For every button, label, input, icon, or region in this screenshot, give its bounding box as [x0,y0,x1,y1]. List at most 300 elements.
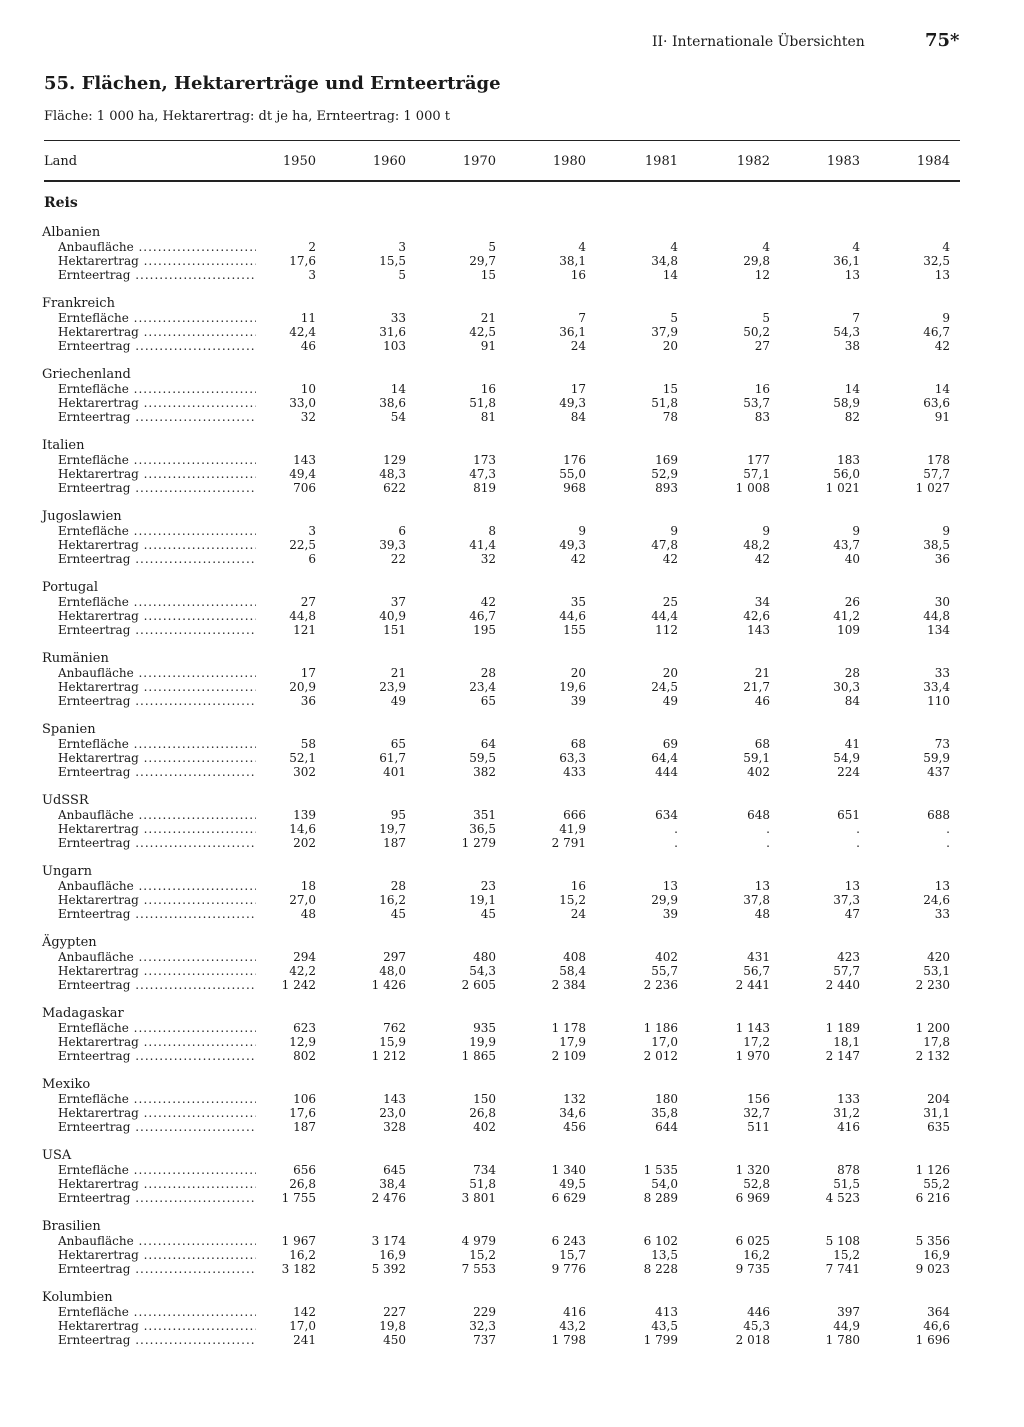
table-cell: 14 [390,382,406,396]
table-cell: 46 [300,339,316,353]
table-cell: 968 [563,481,586,495]
table-cell: 156 [747,1092,770,1106]
table-cell: 34,8 [651,254,678,268]
table-cell: 397 [837,1305,860,1319]
table-cell: 151 [383,623,406,637]
metric-label: Ernteertrag ..... [58,552,256,566]
table-row [0,1021,1024,1035]
table-row [0,751,1024,765]
country-block [0,510,1024,581]
table-cell: 15,5 [379,254,406,268]
table-cell: 1 126 [915,1163,950,1177]
table-row [0,765,1024,779]
table-cell: 45,3 [743,1319,770,1333]
country-name: Albanien [42,225,101,240]
table-row [0,694,1024,708]
table-cell: 1 189 [825,1021,860,1035]
table-cell: 49,5 [559,1177,586,1191]
table-cell: 20 [662,666,678,680]
table-cell: 47,3 [469,467,496,481]
table-cell: 2 236 [643,978,678,992]
table-cell: 2 476 [371,1191,406,1205]
table-cell: 17,9 [559,1035,586,1049]
table-row [0,552,1024,566]
table-cell: 56,0 [833,467,860,481]
table-cell: 19,7 [379,822,406,836]
table-cell: . [674,822,678,836]
table-row [0,481,1024,495]
table-cell: 37,9 [651,325,678,339]
table-cell: 402 [747,765,770,779]
table-cell: 644 [655,1120,678,1134]
metric-label: Erntefläche ..... [58,1305,256,1319]
table-cell: 68 [754,737,770,751]
table-cell: 878 [837,1163,860,1177]
table-cell: 762 [383,1021,406,1035]
table-cell: 180 [655,1092,678,1106]
table-cell: 91 [480,339,496,353]
table-row [0,467,1024,481]
table-cell: 36,1 [833,254,860,268]
table-cell: 36 [300,694,316,708]
table-cell: 109 [837,623,860,637]
table-cell: 16 [754,382,770,396]
table-row [0,595,1024,609]
table-cell: 22 [390,552,406,566]
table-cell: 431 [747,950,770,964]
country-name: Frankreich [42,296,115,311]
table-cell: 39 [570,694,586,708]
table-cell: 227 [383,1305,406,1319]
table-cell: 2 605 [461,978,496,992]
table-cell: 28 [844,666,860,680]
table-cell: 6 [398,524,406,538]
table-cell: 36 [934,552,950,566]
table-cell: 37,8 [743,893,770,907]
table-cell: 64 [480,737,496,751]
table-cell: . [674,836,678,850]
table-cell: 28 [480,666,496,680]
table-cell: 150 [473,1092,496,1106]
country-block [0,368,1024,439]
table-cell: 132 [563,1092,586,1106]
table-cell: 3 174 [371,1234,406,1248]
country-block [0,439,1024,510]
table-cell: 45 [480,907,496,921]
metric-label: Ernteertrag ..... [58,765,256,779]
table-cell: 893 [655,481,678,495]
table-cell: 1 200 [915,1021,950,1035]
table-cell: 204 [927,1092,950,1106]
table-cell: 32,3 [469,1319,496,1333]
land-column-header: Land [44,154,78,169]
table-cell: 14 [662,268,678,282]
table-cell: 2 [308,240,316,254]
table-cell: 31,1 [923,1106,950,1120]
table-cell: 51,8 [469,396,496,410]
table-cell: 32,7 [743,1106,770,1120]
table-cell: 229 [473,1305,496,1319]
table-cell: 302 [293,765,316,779]
metric-label: Erntefläche ..... [58,1021,256,1035]
table-row [0,1248,1024,1262]
metric-label: Hektarertrag ..... [58,893,256,907]
table-cell: 13 [934,879,950,893]
table-row [0,1049,1024,1063]
table-cell: 22,5 [289,538,316,552]
table-header-rule [44,180,960,182]
table-cell: 33,4 [923,680,950,694]
table-cell: 8 [488,524,496,538]
table-cell: 6 216 [915,1191,950,1205]
table-cell: 24,5 [651,680,678,694]
country-block [0,1291,1024,1362]
table-row [0,609,1024,623]
table-cell: 54,3 [833,325,860,339]
table-cell: . [946,836,950,850]
table-cell: 30,3 [833,680,860,694]
table-cell: 46,6 [923,1319,950,1333]
table-cell: 49,4 [289,467,316,481]
table-cell: 177 [747,453,770,467]
table-cell: 21 [754,666,770,680]
table-cell: 17,0 [651,1035,678,1049]
metric-label: Erntefläche ..... [58,1092,256,1106]
table-cell: 402 [655,950,678,964]
table-cell: 69 [662,737,678,751]
table-cell: 24 [570,339,586,353]
metric-label: Ernteertrag ..... [58,1049,256,1063]
metric-label: Ernteertrag ..... [58,268,256,282]
table-cell: 1 696 [915,1333,950,1347]
table-cell: 47,8 [651,538,678,552]
table-cell: . [856,822,860,836]
country-block [0,226,1024,297]
table-cell: 42 [662,552,678,566]
table-cell: 57,7 [923,467,950,481]
table-cell: 1 340 [551,1163,586,1177]
table-cell: 7 553 [461,1262,496,1276]
table-cell: 6 629 [551,1191,586,1205]
metric-label: Hektarertrag ..... [58,396,256,410]
metric-label: Hektarertrag ..... [58,1319,256,1333]
table-cell: 81 [480,410,496,424]
table-cell: 224 [837,765,860,779]
table-cell: 23,0 [379,1106,406,1120]
table-row [0,396,1024,410]
table-cell: 48,3 [379,467,406,481]
year-header: 1981 [644,154,678,169]
country-name: Ungarn [42,864,92,879]
table-row [0,1177,1024,1191]
table-cell: 35,8 [651,1106,678,1120]
country-name: Madagaskar [42,1006,124,1021]
table-cell: 38,5 [923,538,950,552]
table-cell: 13 [844,879,860,893]
table-cell: 139 [293,808,316,822]
table-cell: 44,8 [289,609,316,623]
metric-label: Hektarertrag ..... [58,1177,256,1191]
table-cell: 9 [942,524,950,538]
table-cell: 19,9 [469,1035,496,1049]
table-row [0,1035,1024,1049]
table-cell: 41,4 [469,538,496,552]
table-cell: 1 186 [643,1021,678,1035]
table-row [0,978,1024,992]
table-cell: 49,3 [559,538,586,552]
metric-label: Hektarertrag ..... [58,609,256,623]
table-cell: 53,1 [923,964,950,978]
metric-label: Hektarertrag ..... [58,1248,256,1262]
table-cell: 1 143 [735,1021,770,1035]
table-cell: 4 979 [461,1234,496,1248]
metric-label: Erntefläche ..... [58,524,256,538]
table-cell: 41 [844,737,860,751]
table-top-rule [44,140,960,141]
country-name: Italien [42,438,85,453]
table-cell: 9 [942,311,950,325]
country-name: Jugoslawien [42,509,122,524]
metric-label: Anbaufläche ..... [58,950,256,964]
metric-label: Ernteertrag ..... [58,1333,256,1347]
country-block [0,794,1024,865]
table-cell: 33 [390,311,406,325]
table-cell: 446 [747,1305,770,1319]
year-header: 1982 [736,154,770,169]
table-cell: 32,5 [923,254,950,268]
table-cell: 48 [754,907,770,921]
table-cell: 51,5 [833,1177,860,1191]
table-cell: 23,4 [469,680,496,694]
table-cell: 15,9 [379,1035,406,1049]
metric-label: Hektarertrag ..... [58,254,256,268]
table-cell: 9 023 [915,1262,950,1276]
table-cell: 21 [480,311,496,325]
table-cell: 21 [390,666,406,680]
table-cell: 50,2 [743,325,770,339]
table-cell: 328 [383,1120,406,1134]
table-cell: 734 [473,1163,496,1177]
metric-label: Hektarertrag ..... [58,325,256,339]
table-cell: 1 535 [643,1163,678,1177]
table-cell: 20,9 [289,680,316,694]
table-row [0,453,1024,467]
table-cell: 413 [655,1305,678,1319]
table-cell: 18 [300,879,316,893]
table-cell: 19,6 [559,680,586,694]
table-cell: 16 [480,382,496,396]
table-cell: 112 [655,623,678,637]
country-block [0,1149,1024,1220]
metric-label: Hektarertrag ..... [58,680,256,694]
table-cell: 34 [754,595,770,609]
table-cell: 143 [293,453,316,467]
table-cell: 59,5 [469,751,496,765]
table-cell: 2 147 [825,1049,860,1063]
table-cell: 38,1 [559,254,586,268]
table-cell: 44,9 [833,1319,860,1333]
table-cell: 45 [390,907,406,921]
table-cell: 12,9 [289,1035,316,1049]
table-title: 55. Flächen, Hektarerträge und Ernteerträge [44,73,501,94]
table-cell: 42,4 [289,325,316,339]
table-cell: 42,6 [743,609,770,623]
table-cell: 19,1 [469,893,496,907]
table-cell: 42 [570,552,586,566]
table-cell: 437 [927,765,950,779]
table-cell: 63,6 [923,396,950,410]
table-cell: 29,8 [743,254,770,268]
table-cell: 2 384 [551,978,586,992]
table-cell: 3 182 [281,1262,316,1276]
table-cell: 27 [300,595,316,609]
table-cell: 4 [762,240,770,254]
table-cell: 622 [383,481,406,495]
table-row [0,1319,1024,1333]
table-cell: 33 [934,907,950,921]
metric-label: Ernteertrag ..... [58,907,256,921]
table-cell: 178 [927,453,950,467]
table-cell: 10 [300,382,316,396]
table-cell: 706 [293,481,316,495]
table-cell: 23,9 [379,680,406,694]
table-cell: 44,4 [651,609,678,623]
table-cell: 133 [837,1092,860,1106]
table-cell: 129 [383,453,406,467]
table-cell: 13 [662,879,678,893]
table-cell: 666 [563,808,586,822]
table-cell: 1 178 [551,1021,586,1035]
table-row [0,623,1024,637]
metric-label: Anbaufläche ..... [58,240,256,254]
table-cell: . [766,836,770,850]
table-cell: 38 [844,339,860,353]
table-row [0,964,1024,978]
metric-label: Anbaufläche ..... [58,1234,256,1248]
table-cell: 7 741 [825,1262,860,1276]
table-cell: 4 523 [825,1191,860,1205]
table-cell: 16 [570,879,586,893]
table-row [0,666,1024,680]
table-cell: 103 [383,339,406,353]
country-table-body [0,226,1024,1362]
table-cell: 40 [844,552,860,566]
year-header: 1980 [552,154,586,169]
table-row [0,410,1024,424]
table-row [0,1106,1024,1120]
table-cell: 37,3 [833,893,860,907]
table-cell: 68 [570,737,586,751]
table-cell: 169 [655,453,678,467]
table-cell: 3 [398,240,406,254]
metric-label: Erntefläche ..... [58,311,256,325]
metric-label: Hektarertrag ..... [58,467,256,481]
country-block [0,865,1024,936]
table-cell: 1 027 [915,481,950,495]
table-cell: 43,2 [559,1319,586,1333]
table-cell: 1 320 [735,1163,770,1177]
table-row [0,836,1024,850]
table-cell: 15,2 [469,1248,496,1262]
table-cell: 1 212 [371,1049,406,1063]
table-cell: 16,2 [743,1248,770,1262]
table-cell: 382 [473,765,496,779]
metric-label: Anbaufläche ..... [58,666,256,680]
table-cell: 623 [293,1021,316,1035]
table-cell: 1 426 [371,978,406,992]
table-cell: 65 [480,694,496,708]
metric-label: Ernteertrag ..... [58,1120,256,1134]
table-cell: 2 018 [735,1333,770,1347]
table-cell: 17,0 [289,1319,316,1333]
table-cell: 5 108 [825,1234,860,1248]
table-cell: 52,1 [289,751,316,765]
table-cell: 27 [754,339,770,353]
table-cell: 21,7 [743,680,770,694]
year-header: 1960 [372,154,406,169]
table-cell: 82 [844,410,860,424]
table-cell: 173 [473,453,496,467]
table-cell: 351 [473,808,496,822]
table-cell: 17,2 [743,1035,770,1049]
table-cell: 84 [844,694,860,708]
table-cell: 195 [473,623,496,637]
table-cell: 34,6 [559,1106,586,1120]
table-cell: 819 [473,481,496,495]
table-cell: 1 755 [281,1191,316,1205]
table-cell: 61,7 [379,751,406,765]
table-cell: 24,6 [923,893,950,907]
table-cell: 73 [934,737,950,751]
table-cell: 57,1 [743,467,770,481]
table-cell: 83 [754,410,770,424]
table-cell: 47 [844,907,860,921]
table-cell: 401 [383,765,406,779]
table-cell: 2 109 [551,1049,586,1063]
table-cell: 42,5 [469,325,496,339]
table-cell: 18,1 [833,1035,860,1049]
table-cell: 35 [570,595,586,609]
table-cell: 84 [570,410,586,424]
table-cell: 456 [563,1120,586,1134]
table-cell: 7 [852,311,860,325]
country-name: USA [42,1148,72,1163]
table-cell: 58,4 [559,964,586,978]
table-cell: 3 801 [461,1191,496,1205]
country-name: Griechenland [42,367,131,382]
table-cell: 48,0 [379,964,406,978]
table-cell: 36,5 [469,822,496,836]
table-cell: 41,2 [833,609,860,623]
table-cell: 645 [383,1163,406,1177]
table-cell: 78 [662,410,678,424]
table-row [0,893,1024,907]
table-cell: 4 [852,240,860,254]
table-cell: 42 [754,552,770,566]
table-cell: 39 [662,907,678,921]
table-cell: 64,4 [651,751,678,765]
table-cell: 2 441 [735,978,770,992]
table-cell: 5 [488,240,496,254]
table-cell: 24 [570,907,586,921]
table-cell: 143 [383,1092,406,1106]
table-cell: 6 102 [643,1234,678,1248]
table-cell: . [856,836,860,850]
table-cell: 9 [578,524,586,538]
table-row [0,737,1024,751]
country-block [0,936,1024,1007]
table-cell: 55,2 [923,1177,950,1191]
